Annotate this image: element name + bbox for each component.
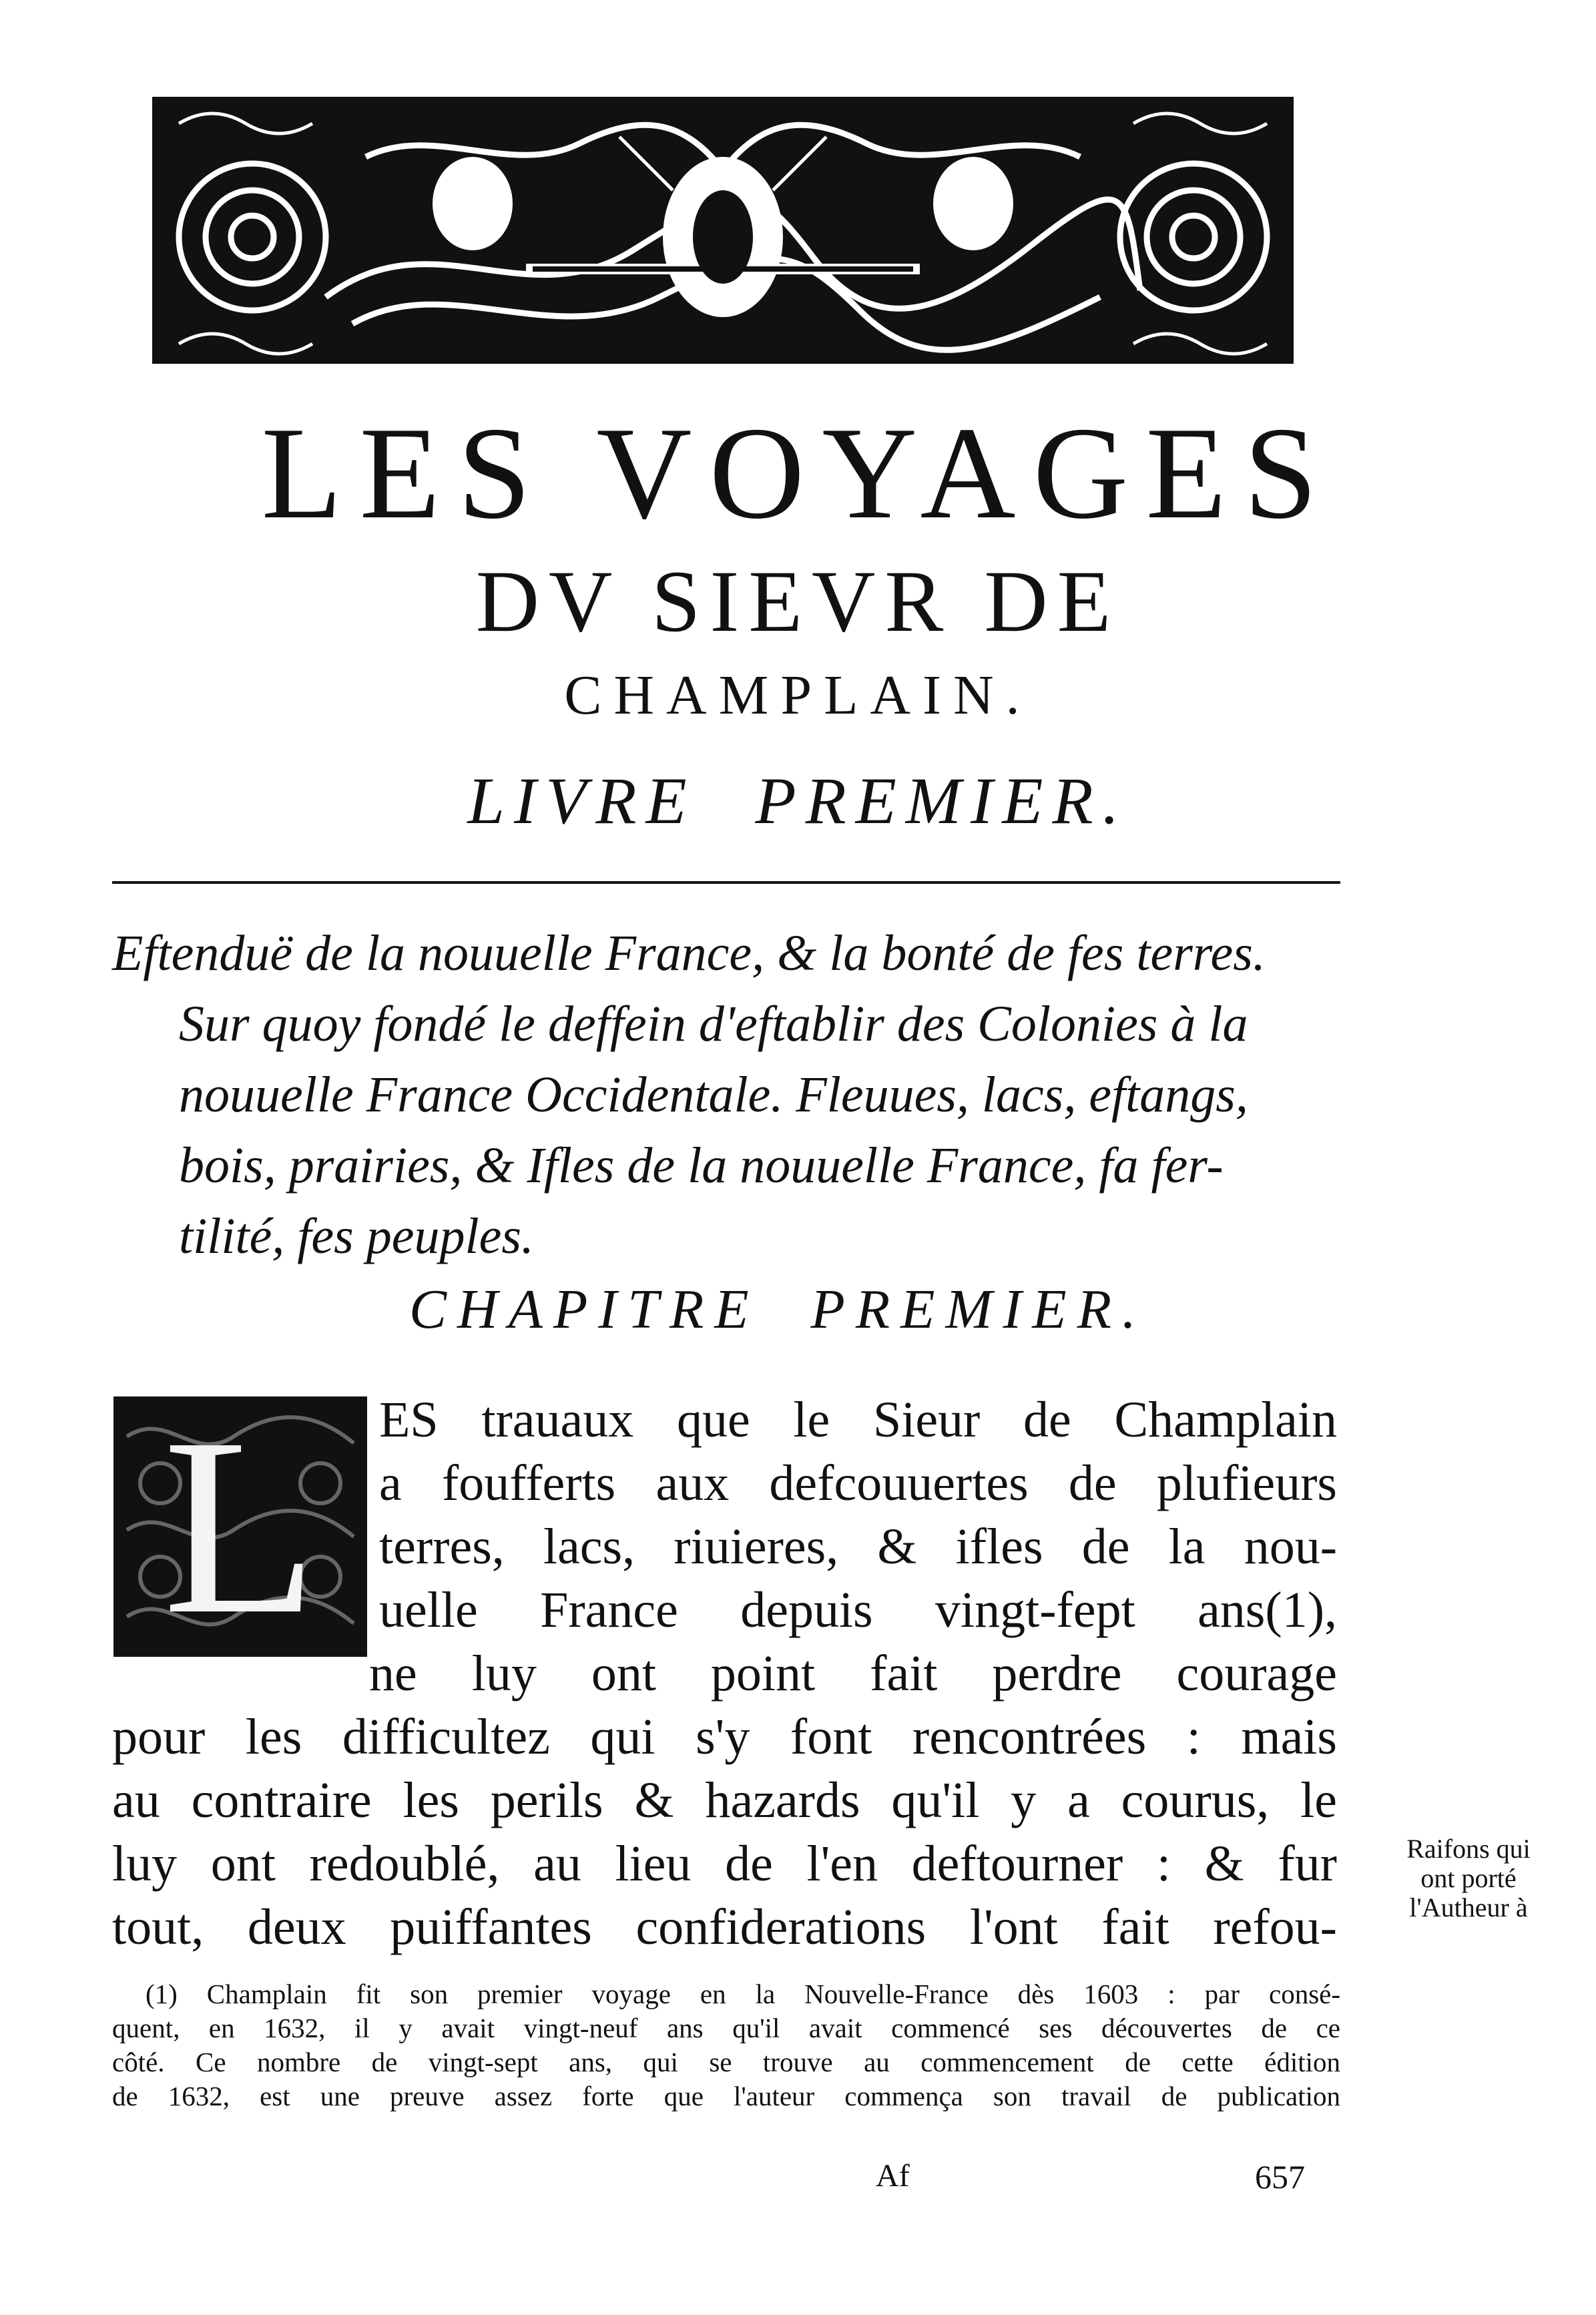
summary-line: Sur quoy fondé le deffein d'eftablir des Colonies à la xyxy=(179,996,1248,1052)
summary-line: bois, prairies, & Ifles de la nouuelle France, fa fer- xyxy=(179,1137,1224,1194)
footnote-line: (1) Champlain fit son premier voyage en la Nouvelle-France dès 1603 : par consé- xyxy=(146,1979,1340,2009)
body-line: pour les difficultez qui s'y font rencontrées : mais xyxy=(112,1709,1337,1765)
author-name: CHAMPLAIN. xyxy=(564,664,1032,726)
body-line: terres, lacs, riuieres, & ifles de la nou- xyxy=(379,1519,1337,1575)
summary-line: tilité, fes peuples. xyxy=(179,1208,534,1264)
drop-cap-letter: L xyxy=(162,1386,318,1667)
chapter-body xyxy=(112,1388,1337,1959)
main-title: LES VOYAGES xyxy=(261,400,1335,546)
horizontal-rule xyxy=(112,881,1340,884)
margin-note-line: ont porté xyxy=(1420,1863,1517,1893)
book-title: LIVRE PREMIER. xyxy=(467,764,1129,838)
chapter-summary xyxy=(112,918,1340,1272)
footnote xyxy=(112,1977,1340,2113)
body-line: luy ont redoublé, au lieu de l'en deftourner : & fur xyxy=(112,1836,1337,1892)
chapter-title: CHAPITRE PREMIER. xyxy=(409,1278,1147,1340)
footnote-line: côté. Ce nombre de vingt-sept ans, qui se trouve au commencement de cette édition xyxy=(112,2047,1340,2077)
signature-mark: Af xyxy=(876,2158,910,2194)
margin-note xyxy=(1358,1834,1579,1922)
headpiece-ornament xyxy=(152,97,1294,364)
body-line: a foufferts aux defcouuertes de plufieurs xyxy=(379,1455,1337,1511)
summary-line: nouuelle France Occidentale. Fleuues, lacs, eftangs, xyxy=(179,1067,1248,1123)
margin-note-line: l'Autheur à xyxy=(1409,1892,1528,1922)
body-line: ES trauaux que le Sieur de Champlain xyxy=(379,1392,1337,1448)
margin-note-line: Raifons qui xyxy=(1406,1834,1531,1864)
summary-line: Eftenduë de la nouuelle France, & la bonté de fes terres. xyxy=(112,925,1266,981)
body-line: tout, deux puiffantes confiderations l'ont fait refou- xyxy=(112,1899,1337,1955)
body-line: au contraire les perils & hazards qu'il y a courus, le xyxy=(112,1772,1337,1828)
body-line: uelle France depuis vingt-fept ans(1), xyxy=(379,1582,1337,1638)
footnote-line: quent, en 1632, il y avait vingt-neuf ans qu'il avait commencé ses découvertes de ce xyxy=(112,2013,1340,2043)
body-line: ne luy ont point fait perdre courage xyxy=(369,1645,1337,1702)
footnote-line: de 1632, est une preuve assez forte que l'auteur commença son travail de publication xyxy=(112,2081,1340,2111)
page-number: 657 xyxy=(1255,2158,1305,2196)
subtitle: DV SIEVR DE xyxy=(475,552,1121,650)
